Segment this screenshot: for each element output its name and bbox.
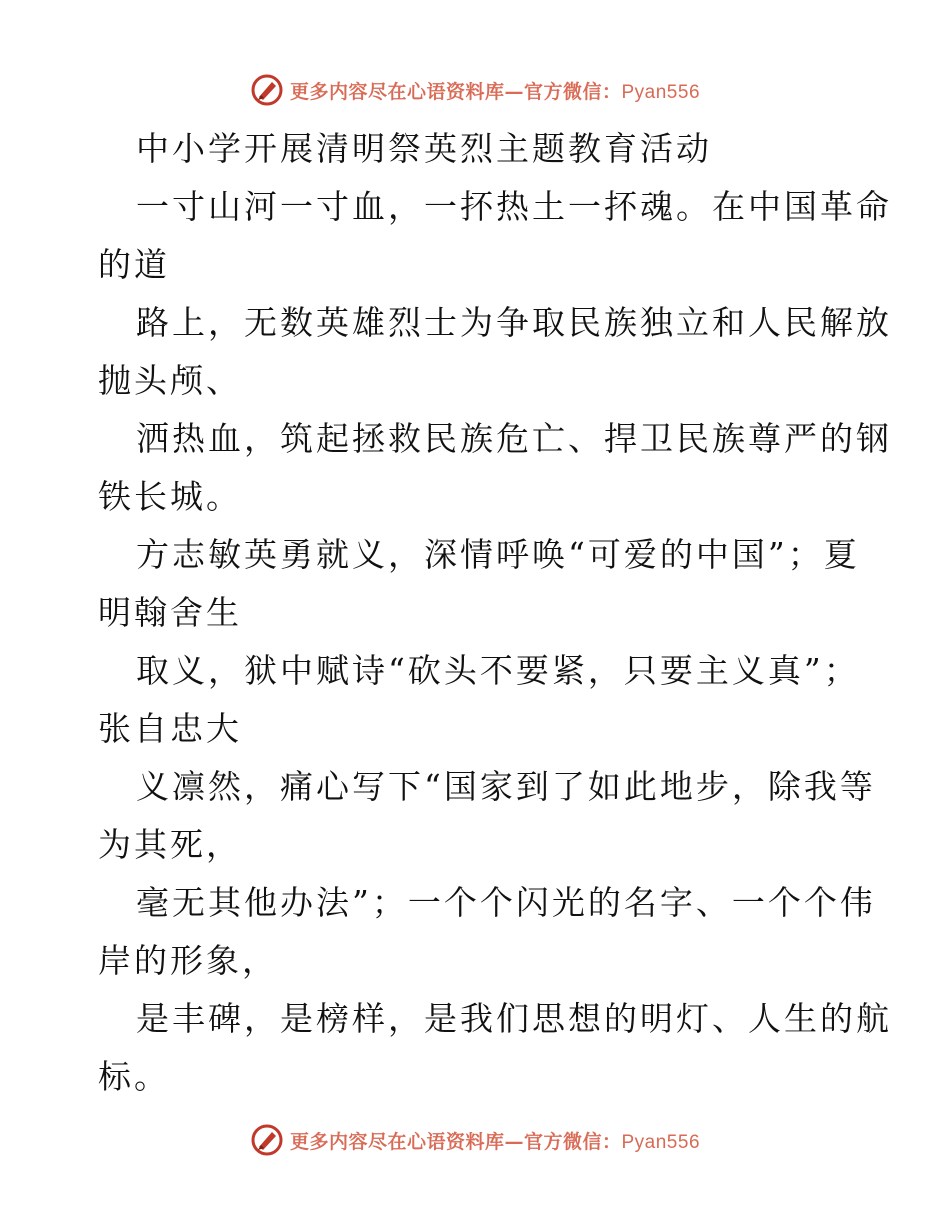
paragraph-line: 取义，狱中赋诗“砍头不要紧，只要主义真”； [136, 651, 860, 690]
header-watermark [0, 70, 950, 110]
paragraph-line: 明翰舍生 [98, 593, 242, 632]
paragraph-line: 抛头颅、 [98, 361, 242, 400]
paragraph-line: 的道 [98, 245, 170, 284]
paragraph-line: 标。 [98, 1057, 170, 1096]
watermark-text: 更多内容尽在心语资料库—官方微信：Pyan556 [289, 80, 701, 103]
paragraph-line: 毫无其他办法”；一个个闪光的名字、一个个伟 [136, 883, 876, 922]
paragraph-line: 张自忠大 [98, 709, 242, 748]
pen-logo-icon [250, 1123, 284, 1157]
paragraph-line: 义凛然，痛心写下“国家到了如此地步，除我等 [136, 767, 876, 806]
paragraph-line: 一寸山河一寸血，一抔热土一抔魂。在中国革命 [136, 187, 892, 226]
footer-watermark [0, 1120, 950, 1160]
watermark-text: 更多内容尽在心语资料库—官方微信：Pyan556 [289, 1130, 701, 1153]
watermark-wechat-id: Pyan556 [621, 1131, 701, 1153]
paragraph-line: 路上，无数英雄烈士为争取民族独立和人民解放 [136, 303, 892, 342]
paragraph-line: 是丰碑，是榜样，是我们思想的明灯、人生的航 [136, 999, 892, 1038]
paragraph-line: 铁长城。 [98, 477, 242, 516]
pen-logo-icon [250, 73, 284, 107]
paragraph-line: 洒热血，筑起拯救民族危亡、捍卫民族尊严的钢 [136, 419, 892, 458]
document-body [98, 120, 892, 1106]
paragraph-line: 岸的形象， [98, 941, 278, 980]
paragraph-line: 为其死， [98, 825, 242, 864]
document-title: 中小学开展清明祭英烈主题教育活动 [136, 129, 712, 168]
paragraph-line: 方志敏英勇就义，深情呼唤“可爱的中国”；夏 [136, 535, 860, 574]
watermark-wechat-id: Pyan556 [621, 81, 701, 103]
